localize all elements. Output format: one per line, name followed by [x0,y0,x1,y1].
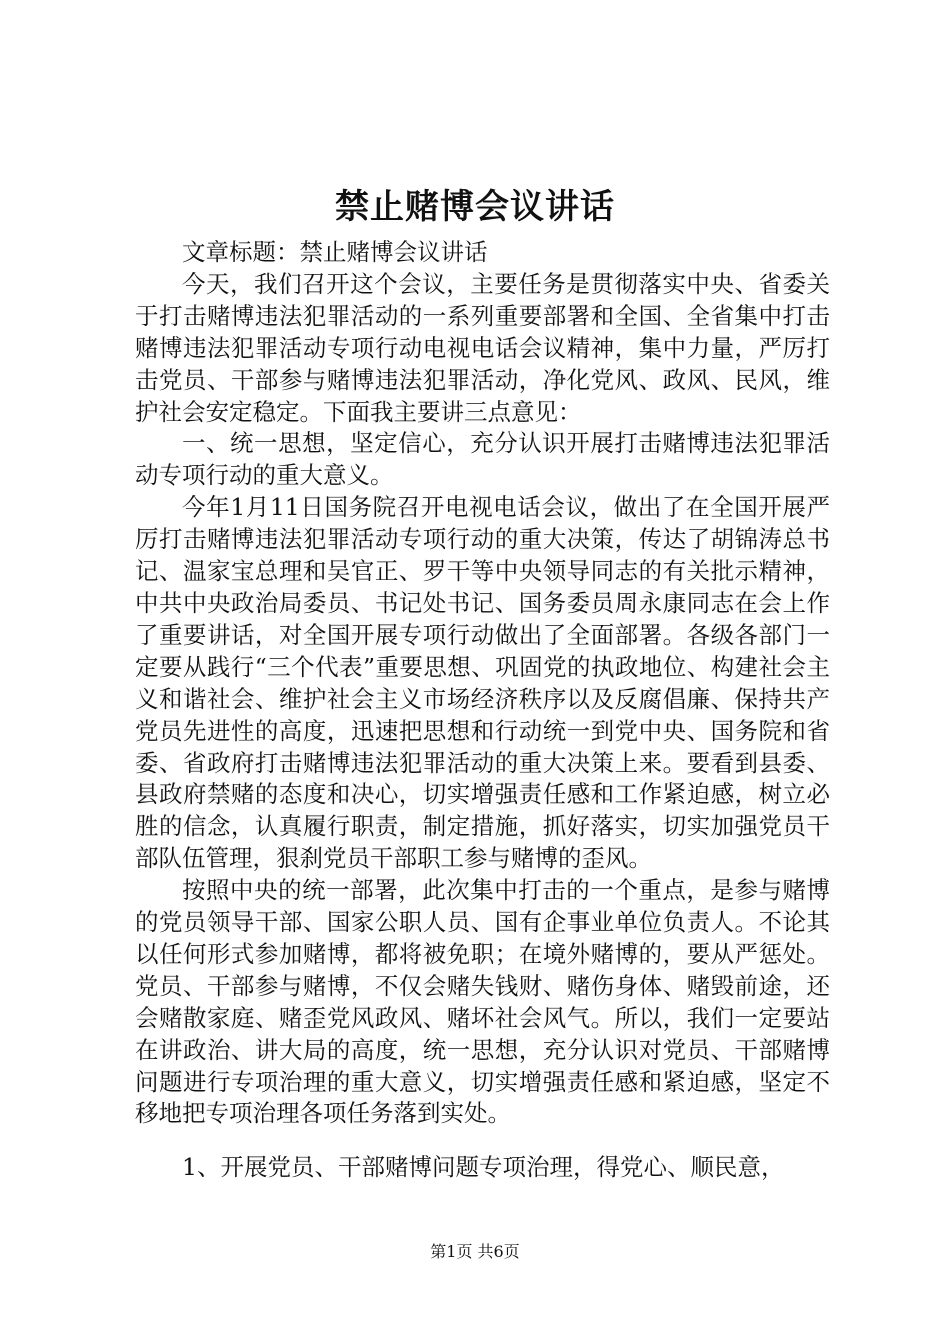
page-number-footer: 第1页 共6页 [430,1242,520,1261]
paragraph-point-1: 1、开展党员、干部赌博问题专项治理，得党心、顺民意， [182,1153,785,1182]
document-body [135,237,830,1184]
paragraph-body-2: 按照中央的统一部署，此次集中打击的一个重点，是参与赌博的党员领导干部、国家公职人员、国有企事业单位负责人。不论其以任何形式参加赌博，都将被免职；在境外赌博的，要从严惩处。党员、干部参与赌博，不仅会赌失钱财、赌伤身体、赌毁前途，还会赌散家庭、赌歪党风政风、赌坏社会风气。所以，我们一定要站在讲政治、讲大局的高度，统一思想，充分认识对党员、干部赌博问题进行专项治理的重大意义，切实增强责任感和紧迫感，坚定不移地把专项治理各项任务落到实处。 [135,876,830,1128]
paragraph-body-1: 今年1月11日国务院召开电视电话会议，做出了在全国开展严厉打击赌博违法犯罪活动专项行动的重大决策，传达了胡锦涛总书记、温家宝总理和吴官正、罗干等中央领导同志的有关批示精神，中共中央政治局委员、书记处书记、国务委员周永康同志在会上作了重要讲话，对全国开展专项行动做出了全面部署。各级各部门一定要从践行“三个代表”重要思想、巩固党的执政地位、构建社会主义和谐社会、维护社会主义市场经济秩序以及反腐倡廉、保持共产党员先进性的高度，迅速把思想和行动统一到党中央、国务院和省委、省政府打击赌博违法犯罪活动的重大决策上来。要看到县委、县政府禁赌的态度和决心，切实增强责任感和工作紧迫感，树立必胜的信念，认真履行职责，制定措施，抓好落实，切实加强党员干部队伍管理，狠刹党员干部职工参与赌博的歪风。 [135,493,830,873]
section-heading-1: 一、统一思想，坚定信心，充分认识开展打击赌博违法犯罪活动专项行动的重大意义。 [135,429,830,490]
article-title-line: 文章标题：禁止赌博会议讲话 [182,238,488,266]
document-title: 禁止赌博会议讲话 [335,187,615,227]
paragraph-intro: 今天，我们召开这个会议，主要任务是贯彻落实中央、省委关于打击赌博违法犯罪活动的一系列重要部署和全国、全省集中打击赌博违法犯罪活动专项行动电视电话会议精神，集中力量，严厉打击党员、干部参与赌博违法犯罪活动，净化党风、政风、民风，维护社会安定稳定。下面我主要讲三点意见： [135,269,830,426]
